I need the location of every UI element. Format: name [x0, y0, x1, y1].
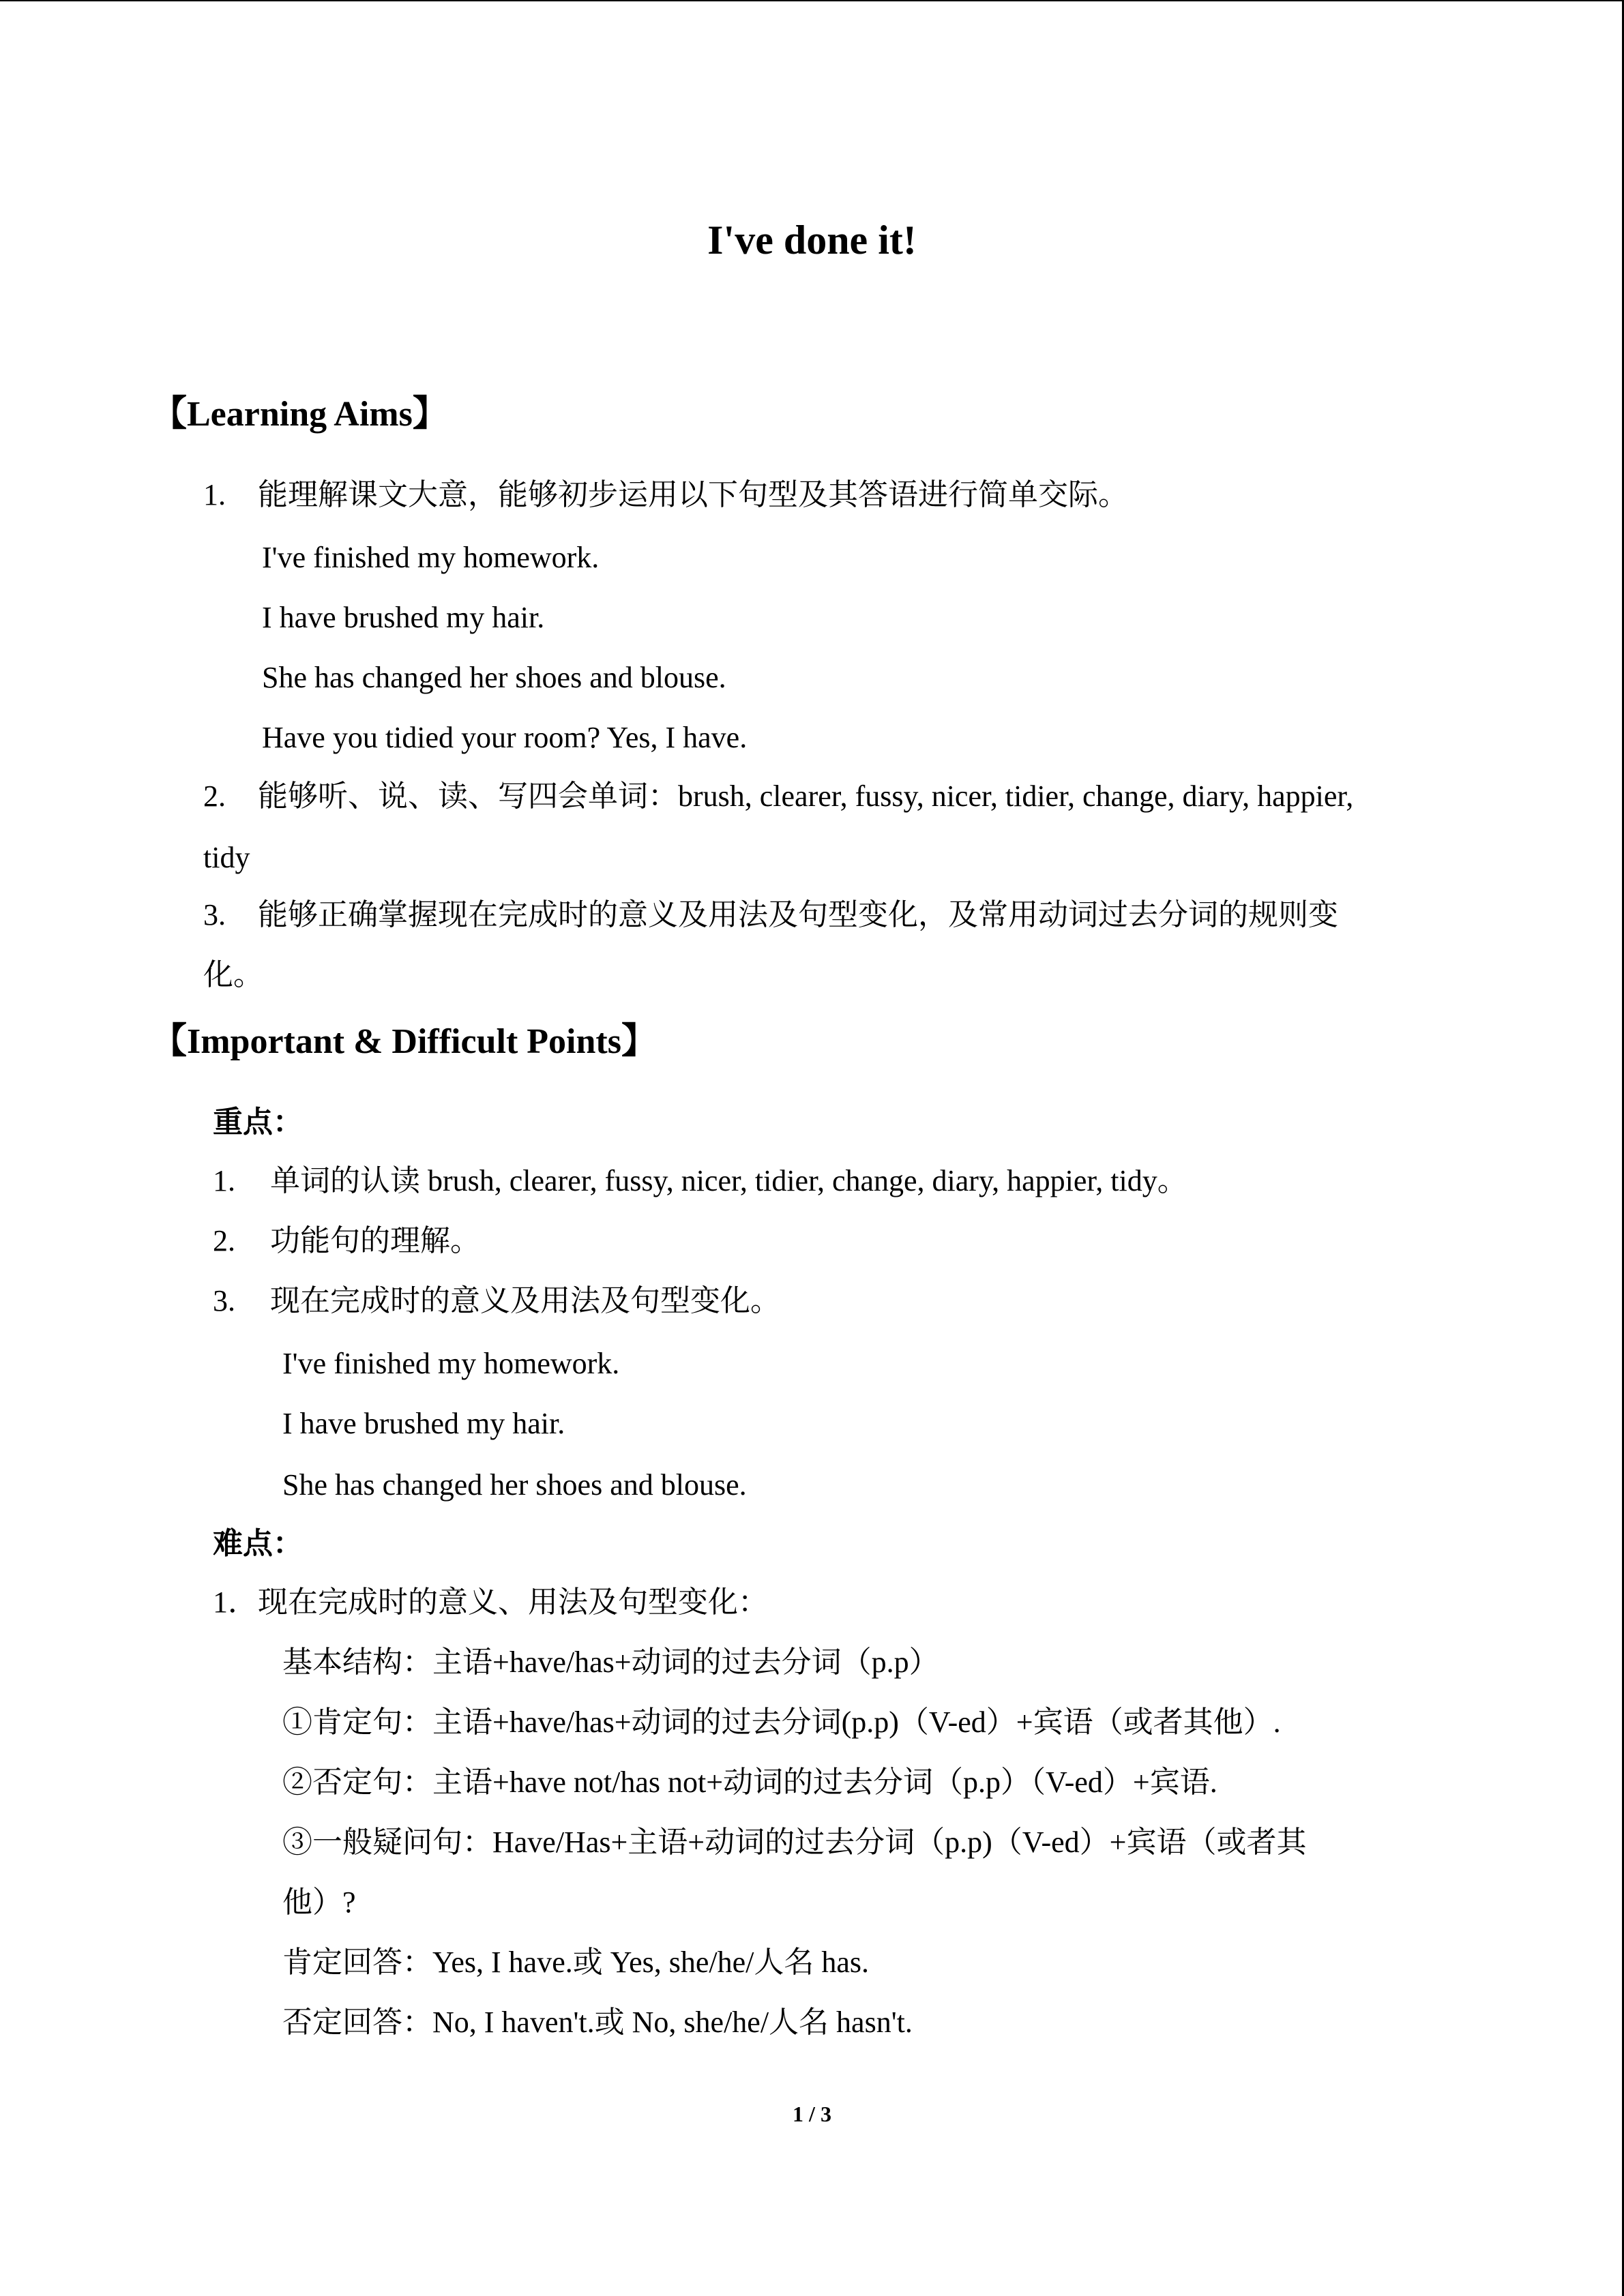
key-text: 单词的认读 brush, clearer, fussy, nicer, tidier, change, diary, happier, tidy。 [270, 1164, 1187, 1197]
aim-continuation: tidy [203, 841, 250, 874]
key-number: 2. [213, 1224, 235, 1257]
structure-line: 基本结构：主语+have/has+动词的过去分词（p.p） [282, 1645, 939, 1679]
aim-item-2 [203, 777, 1353, 816]
key-text: 现在完成时的意义及用法及句型变化。 [270, 1284, 780, 1317]
aim-continuation: 化。 [203, 958, 263, 992]
aim-text: 能够听、说、读、写四会单词：brush, clearer, fussy, nicer, tidier, change, diary, happier, [258, 779, 1354, 813]
key-example: She has changed her shoes and blouse. [282, 1468, 747, 1502]
key-points-label: 重点： [213, 1105, 303, 1139]
top-border [0, 0, 1624, 1]
aim-number: 2. [203, 779, 226, 813]
key-example: I've finished my homework. [282, 1347, 620, 1380]
key-item-2 [213, 1222, 480, 1260]
aim-number: 1. [203, 478, 226, 511]
aim-text: 能理解课文大意，能够初步运用以下句型及其答语进行简单交际。 [258, 478, 1128, 511]
learning-aims-heading: 【Learning Aims】 [151, 395, 448, 434]
aim-item-3 [203, 896, 1338, 934]
key-number: 3. [213, 1284, 235, 1317]
difficult-item-1 [213, 1583, 768, 1622]
key-number: 1. [213, 1164, 235, 1197]
structure-line: 肯定回答：Yes, I have.或 Yes, she/he/人名 has. [282, 1945, 870, 1979]
structure-line: ②否定句：主语+have not/has not+动词的过去分词（p.p）（V-ed）+宾语. [282, 1765, 1217, 1799]
aim-number: 3. [203, 898, 226, 931]
aim-example: I have brushed my hair. [262, 601, 545, 634]
aim-example: She has changed her shoes and blouse. [262, 661, 726, 694]
page-number: 1 / 3 [793, 2102, 831, 2126]
key-item-3 [213, 1282, 780, 1320]
difficult-number: 1． [213, 1585, 258, 1619]
difficult-text: 现在完成时的意义、用法及句型变化： [258, 1585, 768, 1619]
difficult-points-label: 难点： [213, 1527, 303, 1560]
aim-example: Have you tidied your room? Yes, I have. [262, 721, 748, 754]
aim-text: 能够正确掌握现在完成时的意义及用法及句型变化，及常用动词过去分词的规则变 [258, 898, 1338, 931]
structure-line: ①肯定句：主语+have/has+动词的过去分词(p.p)（V-ed）+宾语（或者其他）. [282, 1705, 1281, 1739]
structure-line: ③一般疑问句：Have/Has+主语+动词的过去分词（p.p)（V-ed）+宾语（或者其 [282, 1825, 1307, 1859]
aim-example: I've finished my homework. [262, 541, 600, 574]
structure-line: 他）? [282, 1885, 356, 1919]
aim-item-1 [203, 476, 1128, 514]
points-heading: 【Important & Difficult Points】 [151, 1022, 657, 1061]
key-example: I have brushed my hair. [282, 1407, 565, 1440]
page-title: I've done it! [707, 218, 917, 263]
key-text: 功能句的理解。 [270, 1224, 480, 1257]
key-item-1 [213, 1162, 1187, 1200]
structure-line: 否定回答：No, I haven't.或 No, she/he/人名 hasn't. [282, 2006, 913, 2039]
